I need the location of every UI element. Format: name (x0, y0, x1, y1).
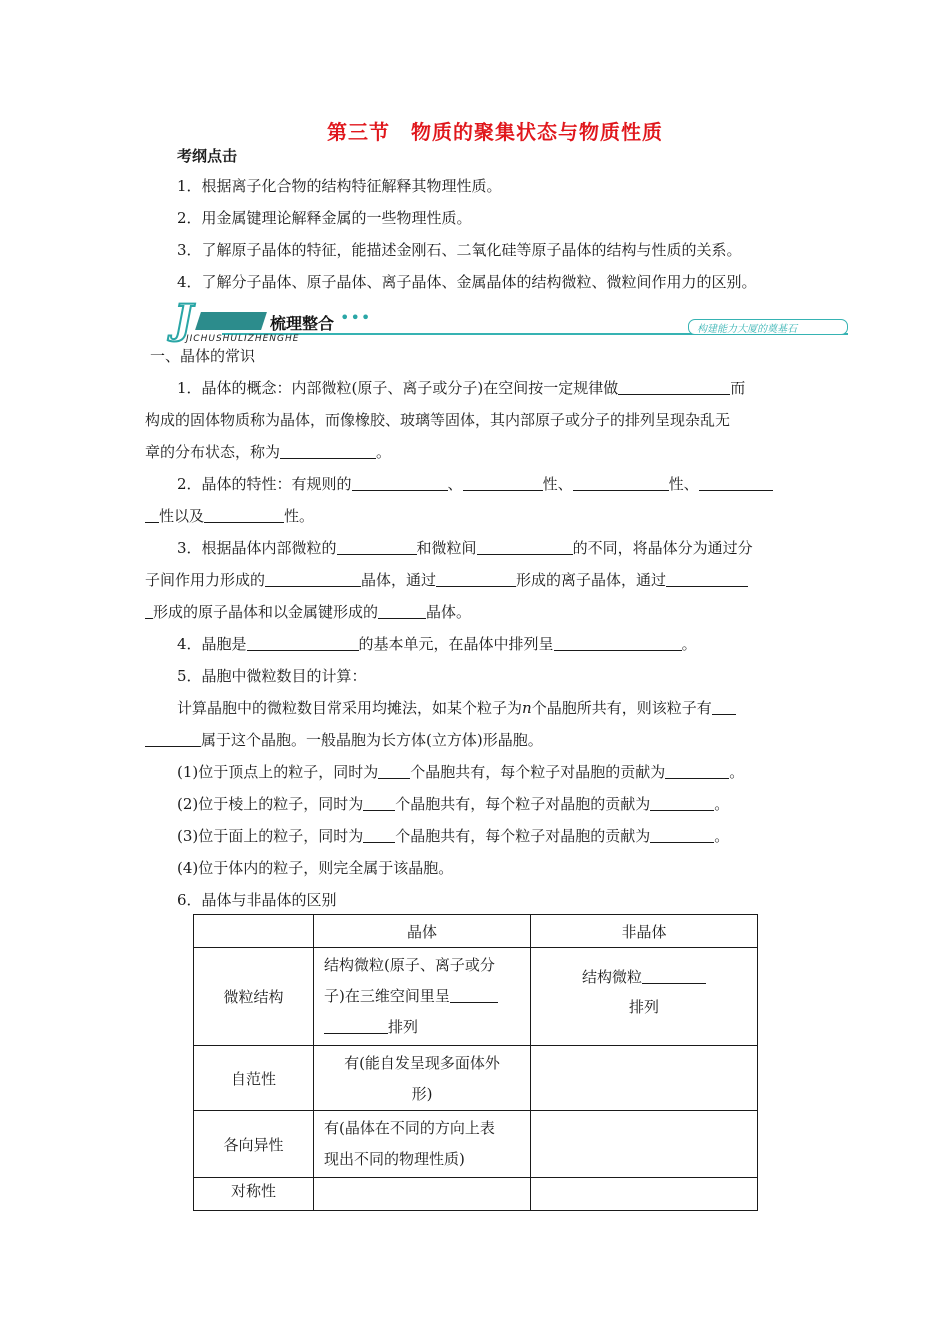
row-label: 各向异性 (194, 1111, 314, 1178)
syllabus-item: 2．用金属键理论解释金属的一些物理性质。 (177, 209, 472, 227)
text: 个晶胞共有，每个粒子对晶胞的贡献为 (395, 795, 651, 813)
text: 晶体。 (426, 603, 472, 621)
text: 个晶胞所共有，则该粒子有 (531, 699, 712, 717)
table-row (194, 1046, 758, 1111)
fill-blank (145, 603, 153, 619)
text: 晶体，通过 (361, 571, 437, 589)
text: 2．晶体的特性：有规则的 (177, 475, 352, 493)
paragraph-line: 6．晶体与非晶体的区别 (177, 891, 337, 909)
crystal-cell (314, 1046, 531, 1111)
fill-blank (204, 507, 284, 523)
fill-blank (145, 731, 201, 747)
fill-blank (650, 795, 714, 811)
cell-line: 结构微粒(原子、离子或分 (324, 956, 495, 974)
fill-blank (247, 635, 359, 651)
paragraph-line (177, 538, 753, 558)
text: 1．晶体的概念：内部微粒(原子、离子或分子)在空间按一定规律做 (177, 379, 619, 397)
amorphous-cell (531, 1178, 758, 1211)
cell-line: 有(晶体在不同的方向上表 (324, 1119, 495, 1137)
banner-dots: ••• (340, 308, 372, 327)
text: 结构微粒 (581, 968, 642, 986)
syllabus-item: 3．了解原子晶体的特征，能描述金刚石、二氧化硅等原子晶体的结构与性质的关系。 (177, 241, 742, 259)
syllabus-heading: 考纲点击 (177, 147, 238, 165)
cell-line: 形) (411, 1085, 433, 1103)
cell-line: 有(能自发呈现多面体外 (344, 1054, 500, 1072)
paragraph-line (177, 698, 736, 718)
amorphous-cell (531, 1046, 758, 1111)
table-header-cell: 晶体 (314, 915, 531, 948)
banner-motto: 构建能力大厦的奠基石 (697, 324, 797, 335)
text: 。 (376, 443, 392, 461)
fill-blank (324, 1018, 388, 1034)
text: (3)位于面上的粒子，同时为 (177, 827, 364, 845)
sub-item (177, 826, 729, 846)
table-header-row (194, 915, 758, 948)
fill-blank (378, 603, 426, 619)
text: 而 (730, 379, 746, 397)
text: 排列 (388, 1018, 419, 1036)
fill-blank (666, 571, 748, 587)
paragraph-line (145, 602, 471, 622)
text: 性、 (542, 475, 573, 493)
cell-line: 排列 (628, 998, 659, 1016)
fill-blank (650, 827, 714, 843)
paragraph-line: 构成的固体物质称为晶体，而像橡胶、玻璃等固体，其内部原子或分子的排列呈现杂乱无 (145, 411, 731, 429)
crystal-cell (314, 1111, 531, 1178)
cell-line: 现出不同的物理性质) (324, 1150, 465, 1168)
text: 子间作用力形成的 (145, 571, 266, 589)
fill-blank (554, 635, 682, 651)
fill-blank (573, 475, 669, 491)
fill-blank (363, 827, 395, 843)
text: 。 (681, 635, 697, 653)
fill-blank (450, 987, 498, 1003)
text: 的基本单元，在晶体中排列呈 (358, 635, 554, 653)
text: 属于这个晶胞。一般晶胞为长方体(立方体)形晶胞。 (201, 731, 543, 749)
fill-blank (477, 539, 573, 555)
comparison-table (193, 914, 758, 1211)
paragraph-line: 5．晶胞中微粒数目的计算： (177, 667, 367, 685)
text: 。 (729, 763, 745, 781)
text: 性。 (284, 507, 315, 525)
text: 。 (714, 827, 730, 845)
text: 计算晶胞中的微粒数目常采用均摊法，如某个粒子为 (177, 699, 523, 717)
text: 形成的原子晶体和以金属键形成的 (153, 603, 379, 621)
fill-blank (463, 475, 543, 491)
banner-motto-pill (688, 319, 848, 335)
text: (1)位于顶点上的粒子，同时为 (177, 763, 379, 781)
fill-blank (352, 475, 448, 491)
amorphous-cell (531, 1111, 758, 1178)
table-header-cell (194, 915, 314, 948)
row-label: 对称性 (194, 1178, 314, 1211)
crystal-cell (314, 948, 531, 1046)
fill-blank (363, 795, 395, 811)
fill-blank (436, 571, 516, 587)
table-row (194, 948, 758, 1046)
paragraph-line (145, 730, 543, 750)
section-heading: 一、晶体的常识 (150, 347, 256, 365)
banner-letter: J (174, 296, 193, 343)
fill-blank (642, 968, 706, 984)
paragraph-line (177, 474, 773, 494)
row-label: 自范性 (194, 1046, 314, 1111)
paragraph-line (177, 378, 745, 398)
fill-blank (145, 507, 159, 523)
cell-line (324, 1012, 520, 1043)
table-header-cell: 非晶体 (531, 915, 758, 948)
text: 的不同，将晶体分为通过分 (572, 539, 753, 557)
fill-blank (265, 571, 361, 587)
fill-blank (280, 443, 376, 459)
sub-item (177, 762, 744, 782)
banner-title: 梳理整合 (270, 314, 335, 333)
text: 形成的离子晶体，通过 (516, 571, 667, 589)
fill-blank (665, 763, 729, 779)
text: 4．晶胞是 (177, 635, 247, 653)
fill-blank (337, 539, 417, 555)
text: 章的分布状态，称为 (145, 443, 281, 461)
fill-blank (378, 763, 410, 779)
paragraph-line (145, 570, 748, 590)
cell-line (324, 981, 520, 1012)
banner-subtitle: JICHUSHULIZHENGHE (186, 334, 300, 344)
text: 子)在三维空间里呈 (324, 987, 450, 1005)
table-row (194, 1178, 758, 1211)
crystal-cell (314, 1178, 531, 1211)
paragraph-line (177, 634, 697, 654)
text: 个晶胞共有，每个粒子对晶胞的贡献为 (410, 763, 666, 781)
row-label: 微粒结构 (194, 948, 314, 1046)
syllabus-item: 1．根据离子化合物的结构特征解释其物理性质。 (177, 177, 502, 195)
sub-item: (4)位于体内的粒子，则完全属于该晶胞。 (177, 859, 454, 877)
page-title: 第三节 物质的聚集状态与物质性质 (327, 120, 663, 144)
text: 性、 (668, 475, 699, 493)
fill-blank (699, 475, 773, 491)
amorphous-cell (531, 948, 758, 1046)
paragraph-line (145, 506, 314, 526)
text: 个晶胞共有，每个粒子对晶胞的贡献为 (395, 827, 651, 845)
text: 和微粒间 (416, 539, 477, 557)
section-banner (172, 296, 848, 346)
paragraph-line (145, 442, 391, 462)
sub-item (177, 794, 729, 814)
text: 。 (714, 795, 730, 813)
table-row (194, 1111, 758, 1178)
variable-n: n (522, 699, 532, 717)
cell-line (531, 962, 757, 992)
fill-blank (618, 379, 730, 395)
fill-blank (712, 699, 736, 715)
text: 、 (447, 475, 463, 493)
syllabus-item: 4．了解分子晶体、原子晶体、离子晶体、金属晶体的结构微粒、微粒间作用力的区别。 (177, 273, 757, 291)
text: (2)位于棱上的粒子，同时为 (177, 795, 364, 813)
text: 性以及 (159, 507, 205, 525)
text: 3．根据晶体内部微粒的 (177, 539, 337, 557)
